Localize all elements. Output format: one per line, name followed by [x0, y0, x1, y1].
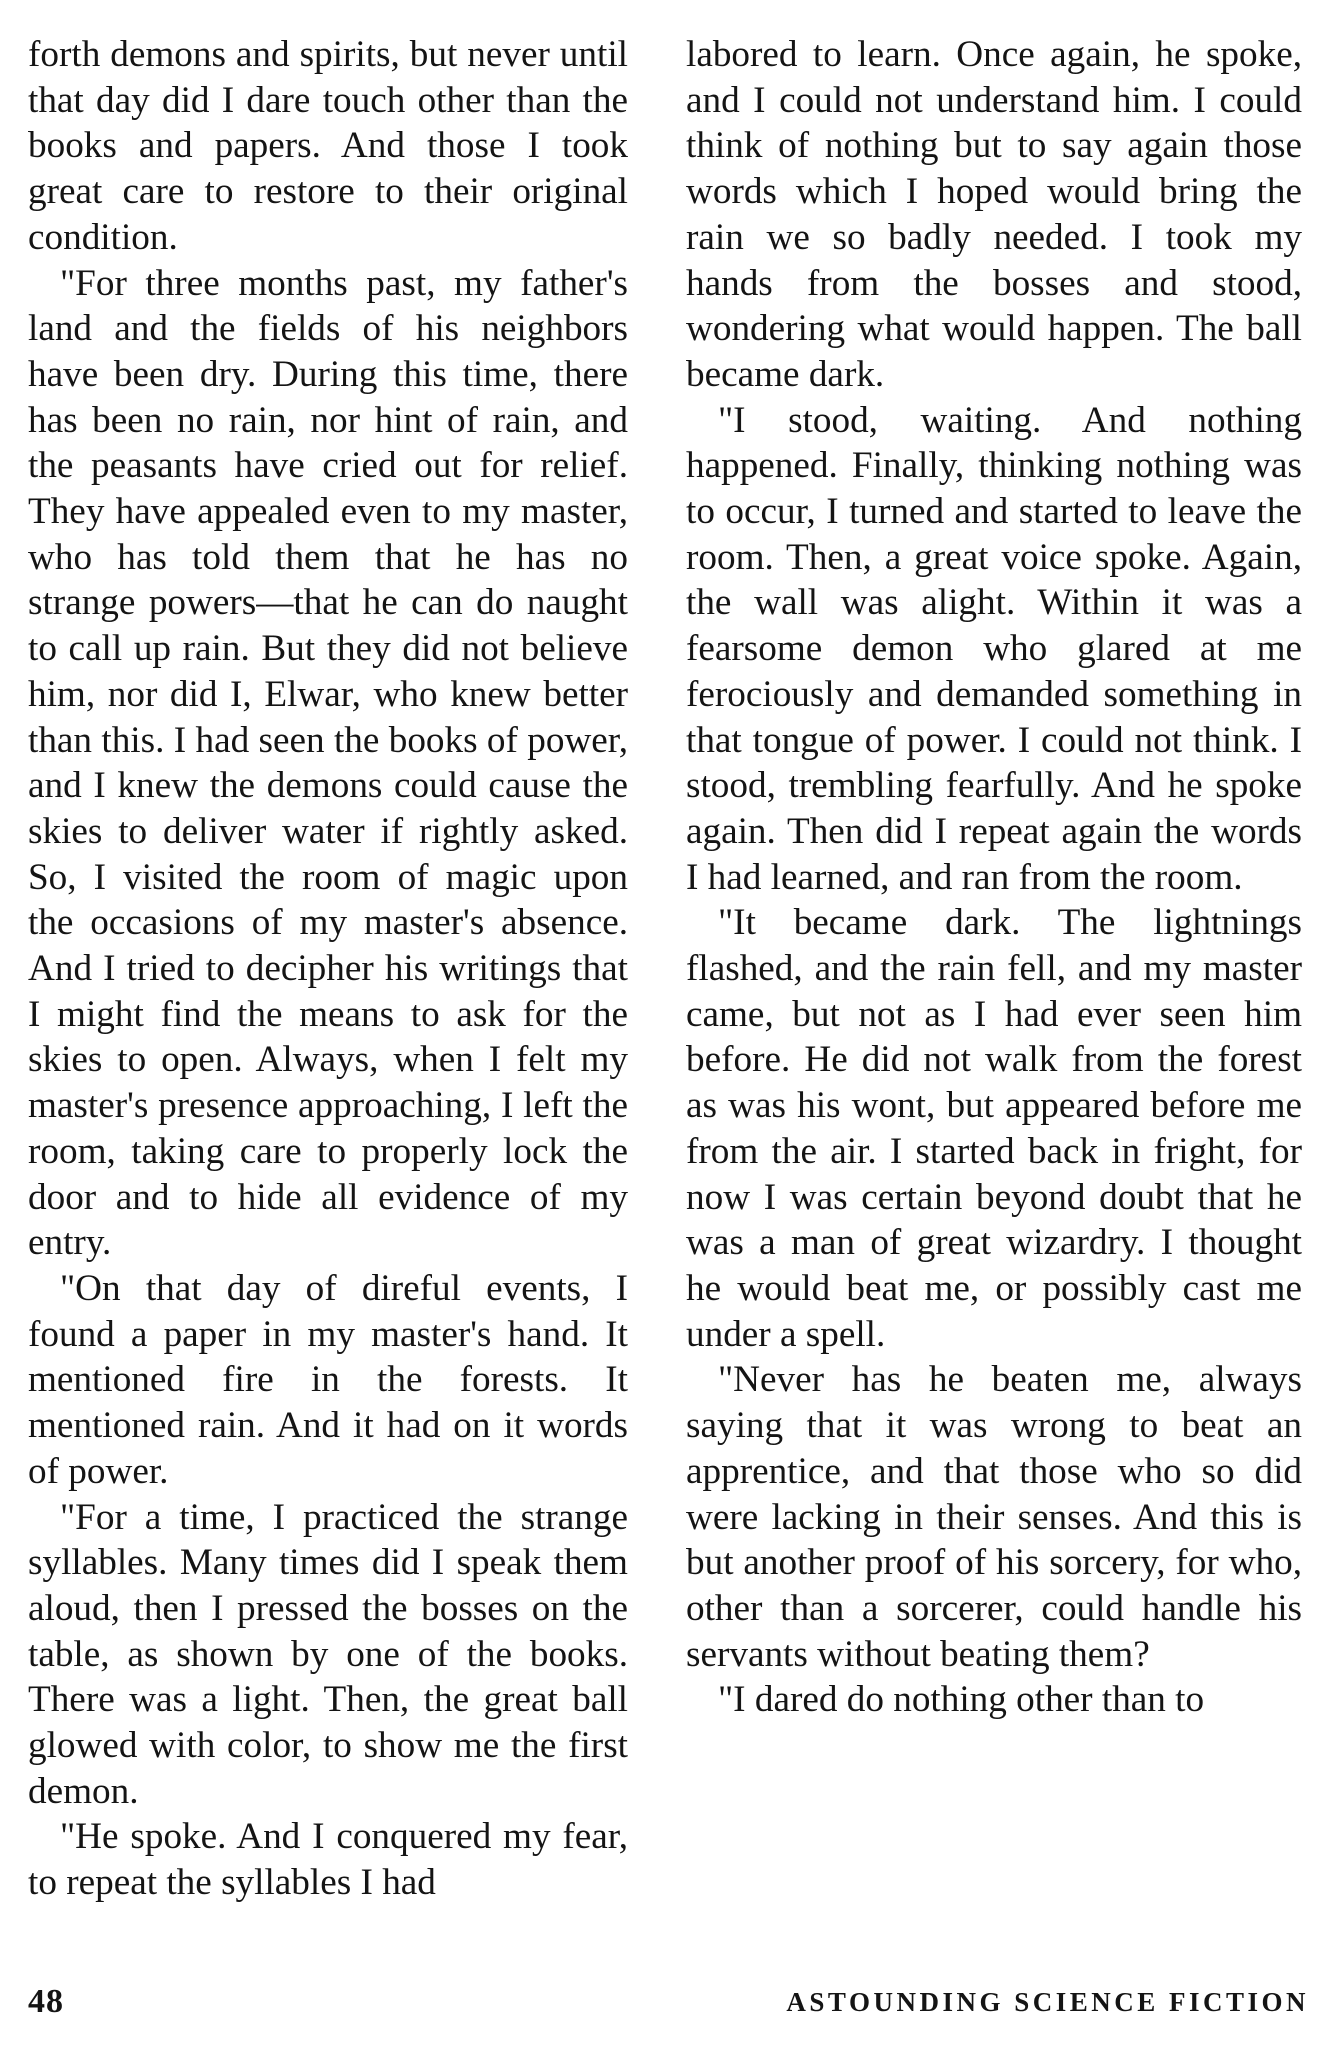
- page-number: 48: [28, 1983, 64, 2020]
- paragraph: "It became dark. The lightnings flashed, and the rain fell, and my master came, but not as I had ever seen him before. He did not walk from the forest as was his wont, but appeared before me from the air. I started back in fright, for now I was certain beyond doubt that he was a man of great wizardry. I thought he would beat me, or possibly cast me under a spell.: [686, 902, 1302, 1355]
- paragraph: "On that day of direful events, I found a paper in my master's hand. It mentioned fire in the forests. It mentioned rain. And it had on it words of power.: [28, 1267, 628, 1492]
- left-text-column: [28, 32, 628, 1906]
- paragraph: "He spoke. And I conquered my fear, to repeat the syllables I had: [28, 1816, 628, 1904]
- paragraph: "I dared do nothing other than to: [718, 1679, 1205, 1721]
- right-text-column: [686, 32, 1302, 1723]
- paragraph: "I stood, waiting. And nothing happened. Finally, thinking nothing was to occur, I turned and started to leave the room. Then, a great voice spoke. Again, the wall was alight. Within it was a fearsome demon who glared at me ferociously and demanded something in that tongue of power. I could not think. I stood, trembling fearfully. And he spoke again. Then did I repeat again the words I had learned, and ran from the room.: [686, 399, 1302, 898]
- paragraph: "For a time, I practiced the strange syllables. Many times did I speak them aloud, then I pressed the bosses on the table, as shown by one of the books. There was a light. Then, the great ball glowed with color, to show me the first demon.: [28, 1496, 628, 1812]
- paragraph: labored to learn. Once again, he spoke, and I could not understand him. I could think of nothing but to say again those words which I hoped would bring the rain we so badly needed. I took my hands from the bosses and stood, wondering what would happen. The ball became dark.: [686, 34, 1302, 395]
- paragraph: "For three months past, my father's land and the fields of his neighbors have been dry. During this time, there has been no rain, nor hint of rain, and the peasants have cried out for relief. They have appealed even to my master, who has told them that he has no strange powers—that he can do naught to call up rain. But they did not believe him, nor did I, Elwar, who knew better than this. I had seen the books of power, and I knew the demons could cause the skies to deliver water if rightly asked. So, I visited the room of magic upon the occasions of my master's absence. And I tried to decipher his writings that I might find the means to ask for the skies to open. Always, when I felt my master's presence approaching, I left the room, taking care to properly lock the door and to hide all evidence of my entry.: [28, 262, 628, 1264]
- paragraph: "Never has he beaten me, always saying that it was wrong to beat an apprentice, and that those who so did were lacking in their senses. And this is but another proof of his sorcery, for who, other than a sorcerer, could handle his servants without beating them?: [686, 1359, 1302, 1675]
- running-footer-title: ASTOUNDING SCIENCE FICTION: [786, 1987, 1309, 2017]
- paragraph: forth demons and spirits, but never until that day did I dare touch other than the books and papers. And those I took great care to restore to their original condition.: [28, 34, 628, 258]
